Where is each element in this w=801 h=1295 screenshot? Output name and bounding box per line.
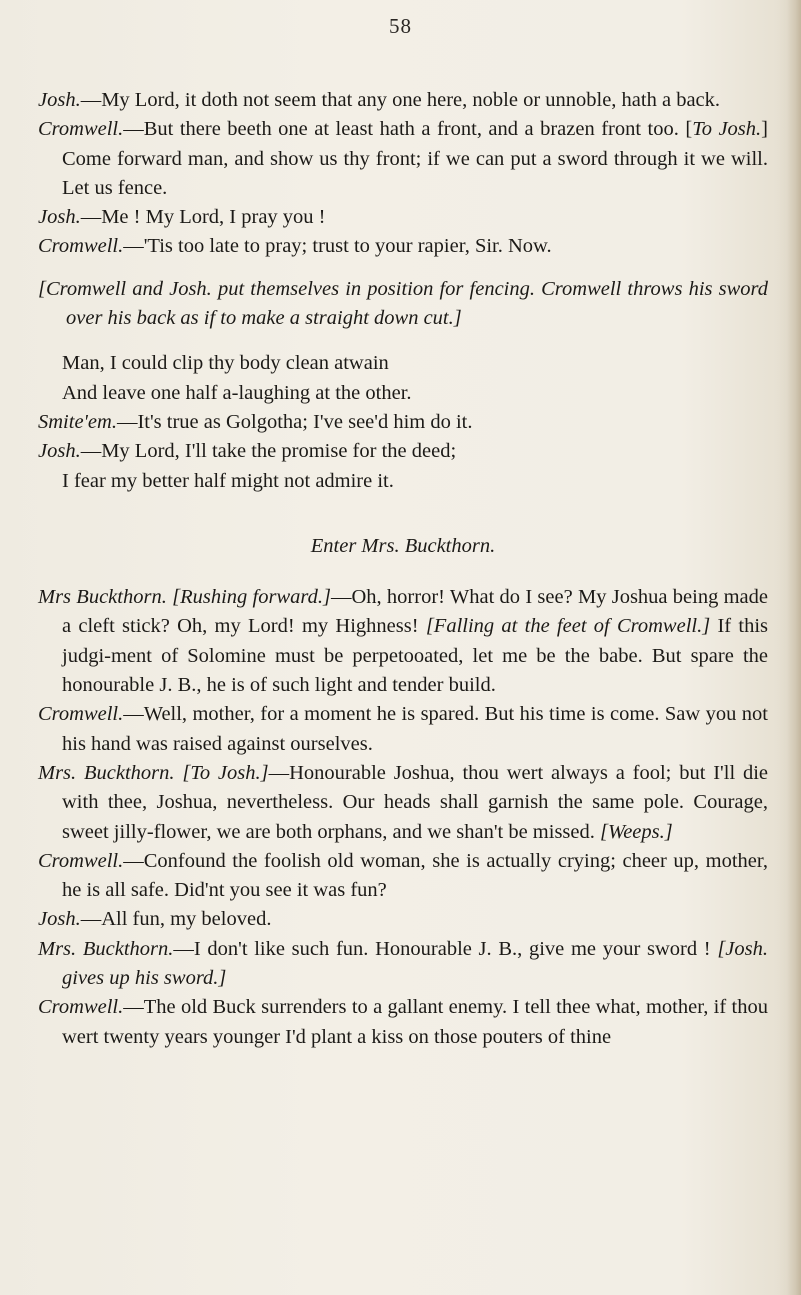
page-body (38, 86, 768, 1052)
speaker-name: Cromwell. (38, 235, 124, 258)
speech-text: —Honourable Joshua, thou wert always a fool; but I'll die with thee, Joshua, nevertheless. Our heads shall garnish the same pole. Courage, sweet jilly-flower, we are both orphans, and we shan't be missed. (62, 761, 769, 843)
speaker-name: Cromwell. (38, 703, 124, 726)
inline-stage-direction: To Josh. (692, 118, 762, 141)
speech-cromwell-2 (38, 232, 768, 261)
speech-text: —Well, mother, for a moment he is spared. But his time is come. Saw you not his hand was raised against ourselves. (62, 703, 768, 755)
speaker-name: Mrs. Buckthorn. (38, 937, 174, 960)
speaker-name: Cromwell. (38, 118, 124, 141)
page-number: 58 (389, 14, 412, 38)
speech-text: —All fun, my beloved. (80, 908, 272, 931)
speech-text: —Confound the foolish old woman, she is actually crying; cheer up, mother, he is all safe. Did'nt you see it was fun? (62, 849, 768, 902)
speaker-name: Cromwell. (38, 849, 124, 872)
speech-josh-4 (38, 905, 768, 934)
verse-line-josh: I fear my better half might not admire it. (62, 469, 394, 492)
speech-mrs-buckthorn-3 (38, 935, 768, 994)
speech-josh-2 (38, 203, 768, 232)
speech-text: —But there beeth one at least hath a front, and a brazen front too. [ (123, 118, 693, 141)
inline-stage-direction: [Falling at the feet of Cromwell.] (425, 615, 711, 638)
stage-direction-enter: Enter Mrs. Buckthorn. (310, 534, 496, 557)
speech-text: If this judgi-ment of Solomine must be perpetooated, let me be the babe. But spare the honourable J. B., he is of such light and tender build. (62, 615, 768, 697)
verse-line-1: Man, I could clip thy body clean atwain (62, 352, 389, 375)
speech-text: ] Come forward man, and show us thy front; if we can put a sword through it we will. Let us fence. (62, 118, 768, 199)
speaker-name: Josh. (38, 908, 81, 931)
inline-stage-direction: [Josh. gives up his sword.] (62, 937, 768, 990)
speech-cromwell-3 (38, 700, 768, 759)
speaker-name: Cromwell. (38, 996, 124, 1019)
speech-text: —It's true as Golgotha; I've see'd him do it. (116, 410, 473, 433)
stage-direction-fencing: [Cromwell and Josh. put themselves in position for fencing. Cromwell throws his sword over his back as if to make a straight down cut.] (38, 277, 768, 330)
speaker-name: Josh. (38, 89, 81, 111)
speech-cromwell-4 (38, 847, 768, 906)
verse-line-2: And leave one half a-laughing at the other. (62, 381, 412, 404)
speech-mrs-buckthorn-1 (38, 583, 768, 700)
speech-text: —Me ! My Lord, I pray you ! (80, 206, 326, 229)
speech-cromwell-5 (38, 993, 768, 1052)
inline-stage-direction: [Weeps.] (600, 820, 673, 843)
page-edge-shadow (787, 0, 801, 1295)
speaker-name: Josh. (38, 206, 81, 229)
speaker-name: Mrs Buckthorn. (38, 586, 167, 609)
speech-cromwell-1 (38, 115, 768, 203)
speech-smiteem (38, 408, 768, 437)
inline-stage-direction: [To Josh.] (182, 761, 269, 784)
speech-text: —I don't like such fun. Honourable J. B., give me your sword ! (173, 937, 718, 960)
speech-mrs-buckthorn-2 (38, 759, 768, 847)
speaker-name: Josh. (38, 440, 81, 463)
speech-josh-3 (38, 437, 768, 466)
speech-text: —My Lord, I'll take the promise for the deed; (80, 440, 457, 463)
speech-text: —'Tis too late to pray; trust to your rapier, Sir. Now. (123, 235, 552, 258)
speech-text: —Oh, horror! What do I see? My Joshua being made a cleft stick? Oh, my Lord! my Highness! (62, 586, 769, 638)
speaker-name: Smite'em. (38, 410, 117, 433)
speaker-name: Mrs. Buckthorn. (38, 761, 175, 784)
speech-josh-1 (38, 86, 768, 115)
speech-text: —My Lord, it doth not seem that any one here, noble or unnoble, hath a back. (80, 89, 721, 111)
speech-text: —The old Buck surrenders to a gallant enemy. I tell thee what, mother, if thou wert twenty years younger I'd plant a kiss on those pouters of thine (62, 996, 768, 1048)
inline-stage-direction: [Rushing forward.] (172, 586, 331, 609)
